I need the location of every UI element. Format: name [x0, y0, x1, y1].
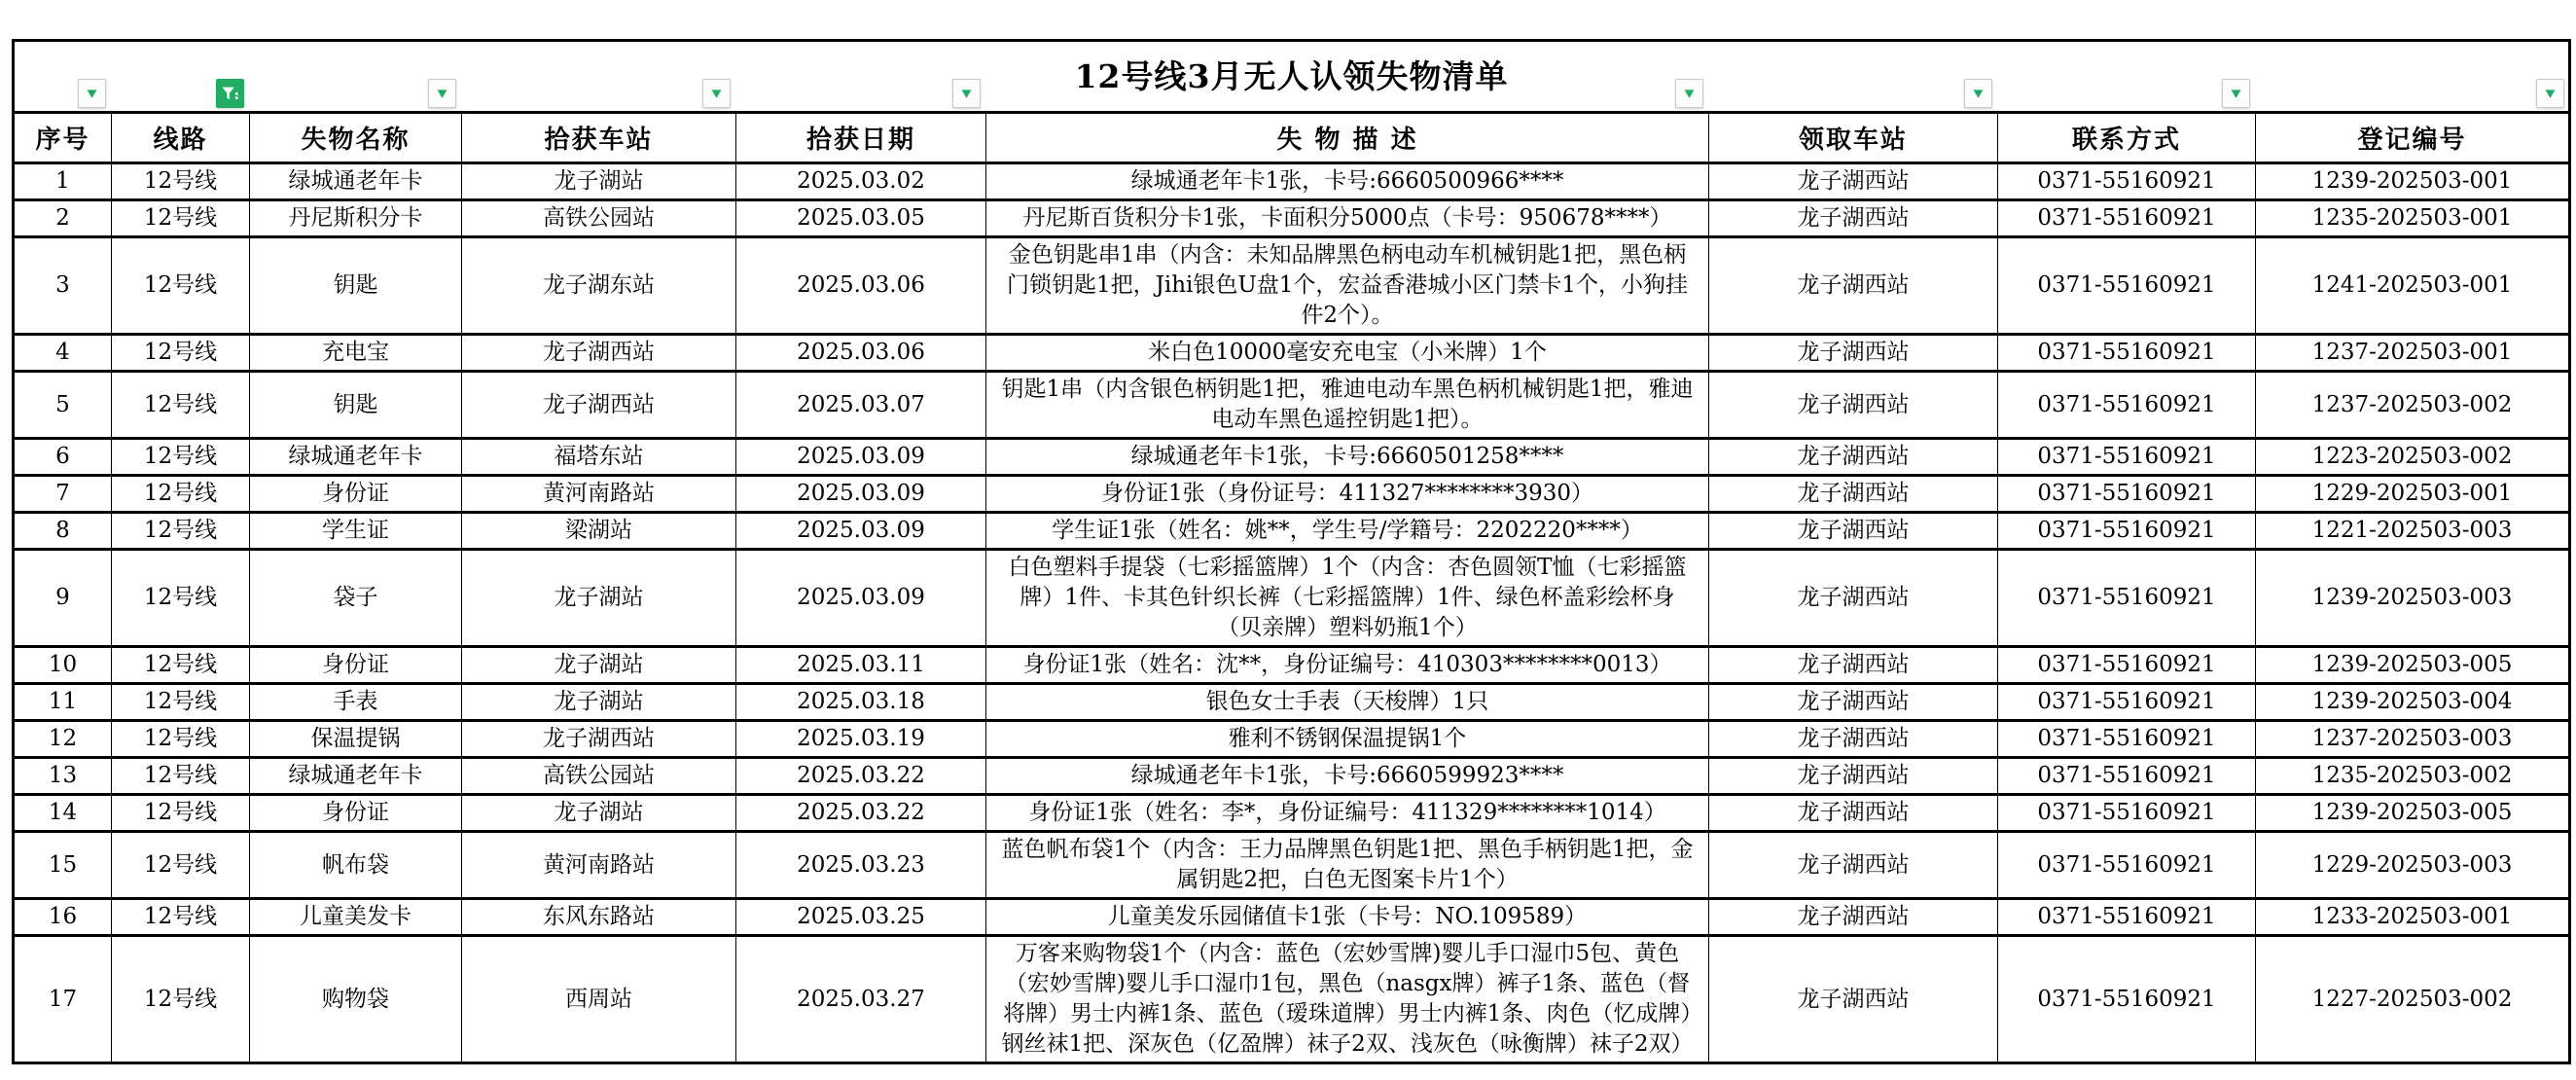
- filter-button-item[interactable]: [428, 79, 456, 108]
- cell-contact[interactable]: 0371-55160921: [1998, 335, 2256, 372]
- cell-pickup_station[interactable]: 龙子湖西站: [1709, 936, 1998, 1063]
- cell-line[interactable]: 12号线: [112, 899, 250, 936]
- cell-found_date[interactable]: 2025.03.09: [736, 550, 986, 647]
- page-title: 12号线3月无人认领失物清单: [1074, 57, 1509, 95]
- cell-pickup_station[interactable]: 龙子湖西站: [1709, 237, 1998, 335]
- cell-contact[interactable]: 0371-55160921: [1998, 899, 2256, 936]
- filter-dropdown-icon: ▼: [961, 87, 972, 100]
- filter-button-description[interactable]: [1675, 79, 1703, 108]
- cell-found_station[interactable]: 龙子湖站: [462, 684, 736, 721]
- cell-item[interactable]: 儿童美发卡: [250, 899, 462, 936]
- cell-reg_no[interactable]: 1235-202503-002: [2256, 758, 2570, 795]
- cell-found_date[interactable]: 2025.03.09: [736, 513, 986, 550]
- cell-contact[interactable]: 0371-55160921: [1998, 721, 2256, 758]
- cell-reg_no[interactable]: 1239-202503-005: [2256, 795, 2570, 832]
- cell-line[interactable]: 12号线: [112, 647, 250, 684]
- table-row: [14, 899, 2570, 936]
- cell-item[interactable]: 帆布袋: [250, 832, 462, 899]
- cell-contact[interactable]: 0371-55160921: [1998, 476, 2256, 513]
- cell-description[interactable]: 学生证1张（姓名：姚**，学生号/学籍号：2202220****）: [986, 513, 1709, 550]
- filter-dropdown-icon: ▼: [711, 87, 722, 100]
- cell-item[interactable]: 学生证: [250, 513, 462, 550]
- cell-description[interactable]: 米白色10000毫安充电宝（小米牌）1个: [986, 335, 1709, 372]
- filter-dropdown-icon: ▼: [437, 87, 447, 100]
- cell-line[interactable]: 12号线: [112, 684, 250, 721]
- cell-found_date[interactable]: 2025.03.09: [736, 476, 986, 513]
- column-header-item[interactable]: 失物名称: [250, 113, 462, 163]
- cell-reg_no[interactable]: 1223-202503-002: [2256, 439, 2570, 476]
- cell-line[interactable]: 12号线: [112, 721, 250, 758]
- cell-reg_no[interactable]: 1235-202503-001: [2256, 200, 2570, 237]
- cell-item[interactable]: 身份证: [250, 476, 462, 513]
- spreadsheet-sheet: [12, 39, 2571, 1064]
- cell-found_station[interactable]: 龙子湖西站: [462, 335, 736, 372]
- cell-item[interactable]: 袋子: [250, 550, 462, 647]
- cell-contact[interactable]: 0371-55160921: [1998, 163, 2256, 200]
- cell-contact[interactable]: 0371-55160921: [1998, 372, 2256, 439]
- cell-found_date[interactable]: 2025.03.07: [736, 372, 986, 439]
- filter-button-pickup_station[interactable]: [1964, 79, 1992, 108]
- column-header-found_date[interactable]: 拾获日期: [736, 113, 986, 163]
- cell-reg_no[interactable]: 1237-202503-002: [2256, 372, 2570, 439]
- cell-found_date[interactable]: 2025.03.19: [736, 721, 986, 758]
- cell-reg_no[interactable]: 1227-202503-002: [2256, 936, 2570, 1063]
- cell-contact[interactable]: 0371-55160921: [1998, 684, 2256, 721]
- cell-no[interactable]: 5: [14, 372, 112, 439]
- cell-pickup_station[interactable]: 龙子湖西站: [1709, 200, 1998, 237]
- cell-description[interactable]: 身份证1张（身份证号：411327********3930）: [986, 476, 1709, 513]
- cell-description[interactable]: 儿童美发乐园储值卡1张（卡号：NO.109589）: [986, 899, 1709, 936]
- cell-contact[interactable]: 0371-55160921: [1998, 550, 2256, 647]
- cell-item[interactable]: 丹尼斯积分卡: [250, 200, 462, 237]
- cell-pickup_station[interactable]: 龙子湖西站: [1709, 335, 1998, 372]
- table-row: [14, 936, 2570, 1063]
- cell-reg_no[interactable]: 1239-202503-001: [2256, 163, 2570, 200]
- cell-item[interactable]: 身份证: [250, 795, 462, 832]
- cell-item[interactable]: 钥匙: [250, 372, 462, 439]
- cell-found_station[interactable]: 龙子湖站: [462, 163, 736, 200]
- cell-description[interactable]: 身份证1张（姓名：李*，身份证编号：411329********1014）: [986, 795, 1709, 832]
- title-cell[interactable]: [14, 41, 2570, 113]
- cell-found_station[interactable]: 黄河南路站: [462, 832, 736, 899]
- cell-found_station[interactable]: 龙子湖站: [462, 647, 736, 684]
- cell-item[interactable]: 保温提锅: [250, 721, 462, 758]
- table-row: [14, 513, 2570, 550]
- column-header-contact[interactable]: 联系方式: [1998, 113, 2256, 163]
- cell-found_date[interactable]: 2025.03.11: [736, 647, 986, 684]
- cell-contact[interactable]: 0371-55160921: [1998, 513, 2256, 550]
- cell-found_date[interactable]: 2025.03.18: [736, 684, 986, 721]
- cell-no[interactable]: 17: [14, 936, 112, 1063]
- filter-button-line[interactable]: [216, 79, 244, 108]
- cell-description[interactable]: 万客来购物袋1个（内含：蓝色（宏妙雪牌)婴儿手口湿巾5包、黄色（宏妙雪牌)婴儿手口湿巾1包，黑色（nasgx牌）裤子1条、蓝色（督将牌）男士内裤1条、蓝色（瑷珠道牌）男士内裤1条、肉色（忆成牌）钢丝袜1把、深灰色（亿盈牌）袜子2双、浅灰色（咏衡牌）袜子2双）: [986, 936, 1709, 1063]
- column-header-reg_no[interactable]: 登记编号: [2256, 113, 2570, 163]
- cell-no[interactable]: 16: [14, 899, 112, 936]
- cell-pickup_station[interactable]: 龙子湖西站: [1709, 795, 1998, 832]
- column-header-description[interactable]: 失 物 描 述: [986, 113, 1709, 163]
- cell-pickup_station[interactable]: 龙子湖西站: [1709, 550, 1998, 647]
- cell-no[interactable]: 6: [14, 439, 112, 476]
- cell-description[interactable]: 雅利不锈钢保温提锅1个: [986, 721, 1709, 758]
- cell-description[interactable]: 钥匙1串（内含银色柄钥匙1把，雅迪电动车黑色柄机械钥匙1把，雅迪电动车黑色遥控钥匙1把）。: [986, 372, 1709, 439]
- filter-dropdown-icon: ▼: [2231, 87, 2241, 100]
- cell-contact[interactable]: 0371-55160921: [1998, 795, 2256, 832]
- cell-description[interactable]: 绿城通老年卡1张，卡号:6660500966****: [986, 163, 1709, 200]
- table-row: [14, 832, 2570, 899]
- cell-no[interactable]: 15: [14, 832, 112, 899]
- title-row: [14, 41, 2570, 113]
- table-row: [14, 758, 2570, 795]
- cell-found_station[interactable]: 梁湖站: [462, 513, 736, 550]
- cell-pickup_station[interactable]: 龙子湖西站: [1709, 832, 1998, 899]
- cell-found_station[interactable]: 龙子湖西站: [462, 721, 736, 758]
- cell-line[interactable]: 12号线: [112, 758, 250, 795]
- table-row: [14, 795, 2570, 832]
- cell-line[interactable]: 12号线: [112, 372, 250, 439]
- filter-button-no[interactable]: [78, 79, 106, 108]
- filter-button-found_date[interactable]: [952, 79, 981, 108]
- cell-no[interactable]: 14: [14, 795, 112, 832]
- cell-pickup_station[interactable]: 龙子湖西站: [1709, 899, 1998, 936]
- cell-description[interactable]: 银色女士手表（天梭牌）1只: [986, 684, 1709, 721]
- cell-pickup_station[interactable]: 龙子湖西站: [1709, 372, 1998, 439]
- cell-no[interactable]: 11: [14, 684, 112, 721]
- cell-item[interactable]: 钥匙: [250, 237, 462, 335]
- column-header-found_station[interactable]: 拾获车站: [462, 113, 736, 163]
- cell-found_date[interactable]: 2025.03.06: [736, 237, 986, 335]
- cell-item[interactable]: 身份证: [250, 647, 462, 684]
- cell-item[interactable]: 绿城通老年卡: [250, 439, 462, 476]
- cell-description[interactable]: 白色塑料手提袋（七彩摇篮牌）1个（内含：杏色圆领T恤（七彩摇篮牌）1件、卡其色针织长裤（七彩摇篮牌）1件、绿色杯盖彩绘杯身（贝亲牌）塑料奶瓶1个）: [986, 550, 1709, 647]
- cell-description[interactable]: 丹尼斯百货积分卡1张，卡面积分5000点（卡号：950678****）: [986, 200, 1709, 237]
- filter-dropdown-icon: ▼: [87, 87, 97, 100]
- cell-reg_no[interactable]: 1229-202503-001: [2256, 476, 2570, 513]
- cell-found_station[interactable]: 高铁公园站: [462, 200, 736, 237]
- cell-reg_no[interactable]: 1241-202503-001: [2256, 237, 2570, 335]
- table-row: [14, 684, 2570, 721]
- cell-found_station[interactable]: 西周站: [462, 936, 736, 1063]
- cell-found_station[interactable]: 高铁公园站: [462, 758, 736, 795]
- filter-funnel-active-icon: [221, 85, 239, 103]
- filter-dropdown-icon: ▼: [1684, 87, 1695, 100]
- cell-pickup_station[interactable]: 龙子湖西站: [1709, 721, 1998, 758]
- cell-found_date[interactable]: 2025.03.09: [736, 439, 986, 476]
- cell-contact[interactable]: 0371-55160921: [1998, 200, 2256, 237]
- cell-found_station[interactable]: 黄河南路站: [462, 476, 736, 513]
- column-header-pickup_station[interactable]: 领取车站: [1709, 113, 1998, 163]
- cell-reg_no[interactable]: 1233-202503-001: [2256, 899, 2570, 936]
- cell-description[interactable]: 蓝色帆布袋1个（内含：王力品牌黑色钥匙1把、黑色手柄钥匙1把，金属钥匙2把，白色无图案卡片1个）: [986, 832, 1709, 899]
- cell-no[interactable]: 9: [14, 550, 112, 647]
- cell-contact[interactable]: 0371-55160921: [1998, 439, 2256, 476]
- column-header-no[interactable]: 序号: [14, 113, 112, 163]
- cell-reg_no[interactable]: 1239-202503-004: [2256, 684, 2570, 721]
- cell-found_station[interactable]: 龙子湖东站: [462, 237, 736, 335]
- cell-pickup_station[interactable]: 龙子湖西站: [1709, 647, 1998, 684]
- table-row: [14, 372, 2570, 439]
- cell-no[interactable]: 4: [14, 335, 112, 372]
- cell-item[interactable]: 绿城通老年卡: [250, 163, 462, 200]
- cell-contact[interactable]: 0371-55160921: [1998, 832, 2256, 899]
- cell-contact[interactable]: 0371-55160921: [1998, 647, 2256, 684]
- cell-found_date[interactable]: 2025.03.25: [736, 899, 986, 936]
- cell-pickup_station[interactable]: 龙子湖西站: [1709, 513, 1998, 550]
- cell-found_date[interactable]: 2025.03.06: [736, 335, 986, 372]
- cell-pickup_station[interactable]: 龙子湖西站: [1709, 163, 1998, 200]
- cell-no[interactable]: 10: [14, 647, 112, 684]
- table-row: [14, 237, 2570, 335]
- cell-line[interactable]: 12号线: [112, 795, 250, 832]
- cell-no[interactable]: 3: [14, 237, 112, 335]
- cell-no[interactable]: 7: [14, 476, 112, 513]
- table-row: [14, 476, 2570, 513]
- cell-reg_no[interactable]: 1239-202503-005: [2256, 647, 2570, 684]
- header-row: [14, 113, 2570, 163]
- cell-pickup_station[interactable]: 龙子湖西站: [1709, 684, 1998, 721]
- table-row: [14, 335, 2570, 372]
- cell-description[interactable]: 绿城通老年卡1张，卡号:6660501258****: [986, 439, 1709, 476]
- cell-contact[interactable]: 0371-55160921: [1998, 936, 2256, 1063]
- cell-reg_no[interactable]: 1237-202503-003: [2256, 721, 2570, 758]
- cell-pickup_station[interactable]: 龙子湖西站: [1709, 439, 1998, 476]
- cell-found_date[interactable]: 2025.03.27: [736, 936, 986, 1063]
- filter-button-contact[interactable]: [2222, 79, 2250, 108]
- cell-reg_no[interactable]: 1221-202503-003: [2256, 513, 2570, 550]
- cell-line[interactable]: 12号线: [112, 550, 250, 647]
- cell-found_date[interactable]: 2025.03.22: [736, 758, 986, 795]
- cell-no[interactable]: 13: [14, 758, 112, 795]
- filter-dropdown-icon: ▼: [2545, 87, 2556, 100]
- cell-no[interactable]: 12: [14, 721, 112, 758]
- cell-reg_no[interactable]: 1229-202503-003: [2256, 832, 2570, 899]
- cell-item[interactable]: 购物袋: [250, 936, 462, 1063]
- table-row: [14, 163, 2570, 200]
- cell-no[interactable]: 2: [14, 200, 112, 237]
- cell-pickup_station[interactable]: 龙子湖西站: [1709, 476, 1998, 513]
- column-header-line[interactable]: 线路: [112, 113, 250, 163]
- cell-found_station[interactable]: 东风东路站: [462, 899, 736, 936]
- cell-line[interactable]: 12号线: [112, 832, 250, 899]
- cell-found_station[interactable]: 龙子湖站: [462, 550, 736, 647]
- filter-button-found_station[interactable]: [702, 79, 731, 108]
- cell-found_date[interactable]: 2025.03.05: [736, 200, 986, 237]
- cell-contact[interactable]: 0371-55160921: [1998, 237, 2256, 335]
- cell-description[interactable]: 身份证1张（姓名：沈**，身份证编号：410303********0013）: [986, 647, 1709, 684]
- cell-line[interactable]: 12号线: [112, 335, 250, 372]
- cell-description[interactable]: 绿城通老年卡1张，卡号:6660599923****: [986, 758, 1709, 795]
- cell-pickup_station[interactable]: 龙子湖西站: [1709, 758, 1998, 795]
- cell-found_station[interactable]: 龙子湖西站: [462, 372, 736, 439]
- table-row: [14, 439, 2570, 476]
- cell-found_station[interactable]: 福塔东站: [462, 439, 736, 476]
- cell-no[interactable]: 8: [14, 513, 112, 550]
- cell-found_station[interactable]: 龙子湖站: [462, 795, 736, 832]
- cell-found_date[interactable]: 2025.03.02: [736, 163, 986, 200]
- table-row: [14, 647, 2570, 684]
- table-row: [14, 200, 2570, 237]
- filter-button-reg_no[interactable]: [2536, 79, 2564, 108]
- cell-line[interactable]: 12号线: [112, 200, 250, 237]
- filter-dropdown-icon: ▼: [1973, 87, 1984, 100]
- cell-line[interactable]: 12号线: [112, 439, 250, 476]
- cell-line[interactable]: 12号线: [112, 237, 250, 335]
- lost-items-table: [12, 39, 2571, 1064]
- cell-description[interactable]: 金色钥匙串1串（内含：未知品牌黑色柄电动车机械钥匙1把，黑色柄门锁钥匙1把，Jihi银色U盘1个，宏益香港城小区门禁卡1个，小狗挂件2个）。: [986, 237, 1709, 335]
- cell-contact[interactable]: 0371-55160921: [1998, 758, 2256, 795]
- cell-item[interactable]: 手表: [250, 684, 462, 721]
- cell-found_date[interactable]: 2025.03.23: [736, 832, 986, 899]
- cell-line[interactable]: 12号线: [112, 513, 250, 550]
- table-row: [14, 550, 2570, 647]
- cell-line[interactable]: 12号线: [112, 476, 250, 513]
- cell-line[interactable]: 12号线: [112, 163, 250, 200]
- cell-reg_no[interactable]: 1237-202503-001: [2256, 335, 2570, 372]
- cell-item[interactable]: 绿城通老年卡: [250, 758, 462, 795]
- cell-line[interactable]: 12号线: [112, 936, 250, 1063]
- cell-found_date[interactable]: 2025.03.22: [736, 795, 986, 832]
- table-row: [14, 721, 2570, 758]
- cell-reg_no[interactable]: 1239-202503-003: [2256, 550, 2570, 647]
- cell-item[interactable]: 充电宝: [250, 335, 462, 372]
- cell-no[interactable]: 1: [14, 163, 112, 200]
